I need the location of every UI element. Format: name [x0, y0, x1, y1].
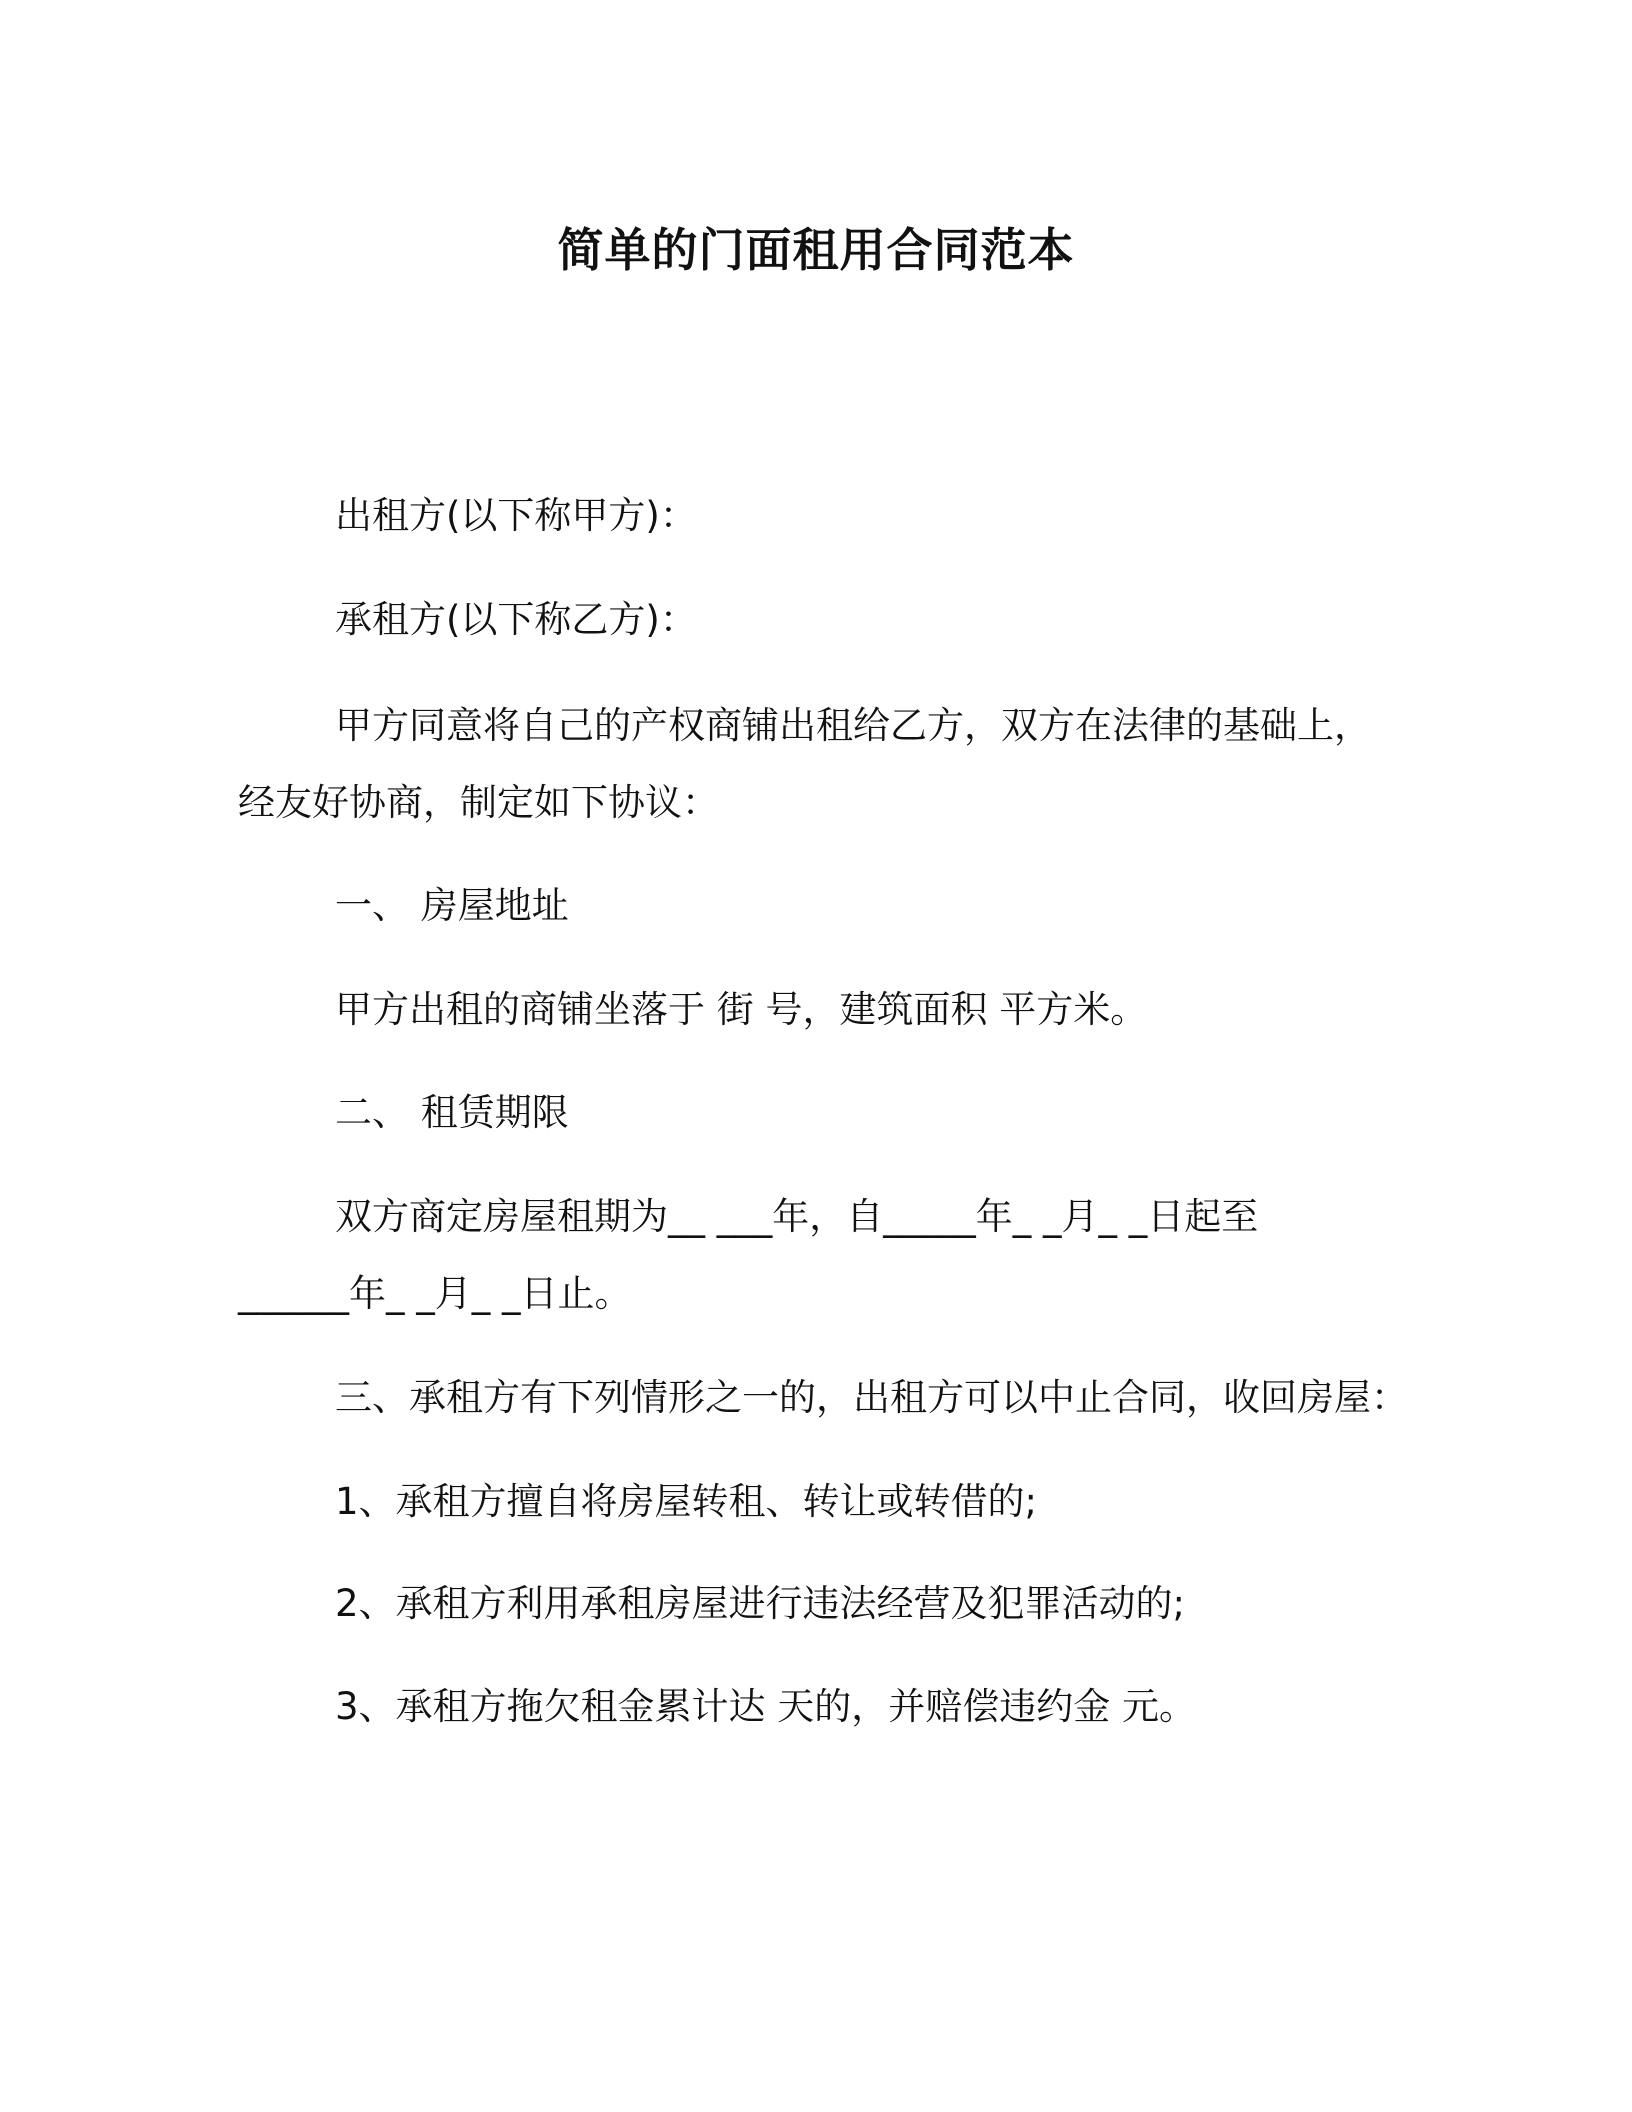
- list-item: 3、承租方拖欠租金累计达 天的，并赔偿违约金 元。: [335, 1685, 1197, 1728]
- section-2-text-line-2: ______年_ _月_ _日止。: [238, 1272, 632, 1315]
- section-3-heading: 三、承租方有下列情形之一的，出租方可以中止合同，收回房屋：: [335, 1376, 1408, 1419]
- lessee-line: 承租方(以下称乙方)：: [335, 598, 697, 641]
- section-1-text: 甲方出租的商铺坐落于 街 号，建筑面积 平方米。: [335, 988, 1148, 1031]
- section-2-text-line-1: 双方商定房屋租期为__ ___年，自_____年_ _月_ _日起至: [335, 1195, 1259, 1238]
- document-title: 简单的门面租用合同范本: [557, 223, 1075, 277]
- intro-paragraph-line-2: 经友好协商，制定如下协议：: [238, 781, 719, 824]
- list-item: 1、承租方擅自将房屋转租、转让或转借的;: [335, 1480, 1038, 1523]
- intro-paragraph-line-1: 甲方同意将自己的产权商铺出租给乙方，双方在法律的基础上，: [335, 704, 1371, 747]
- list-item: 2、承租方利用承租房屋进行违法经营及犯罪活动的;: [335, 1582, 1186, 1625]
- section-2-heading: 二、 租赁期限: [335, 1091, 569, 1134]
- section-1-heading: 一、 房屋地址: [335, 884, 569, 927]
- lessor-line: 出租方(以下称甲方)：: [335, 494, 697, 537]
